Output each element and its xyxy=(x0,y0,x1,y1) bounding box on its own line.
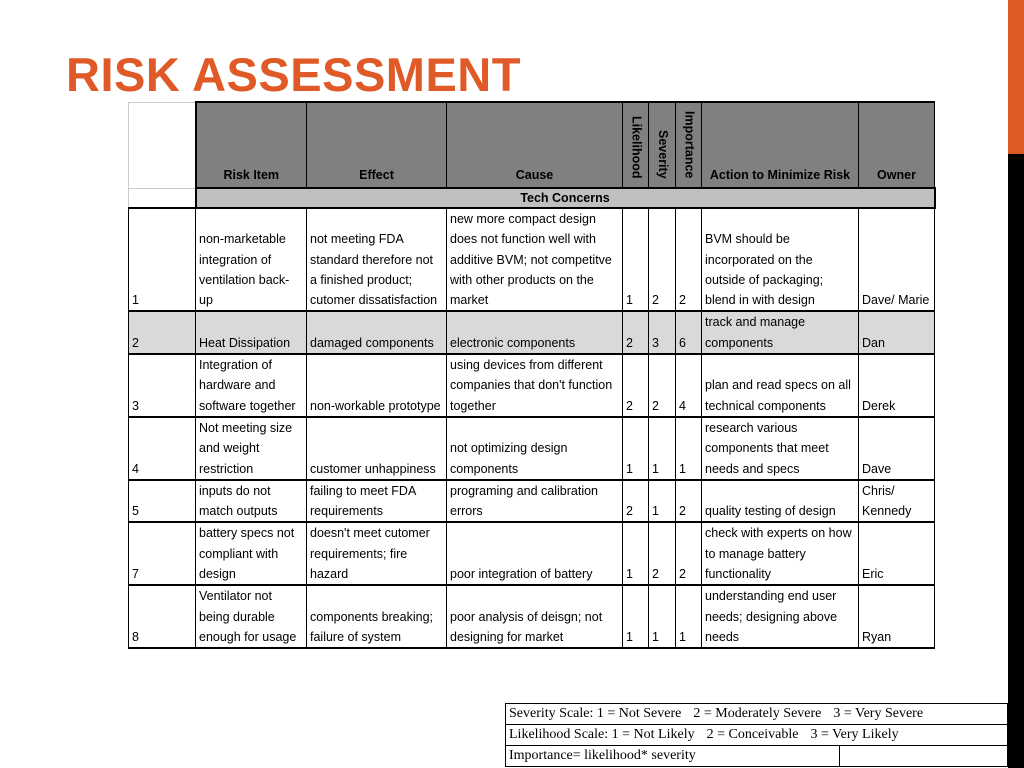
action-cell: track and manage components xyxy=(702,311,859,354)
cause-cell: using devices from different companies that don't function together xyxy=(447,354,623,417)
risk-table xyxy=(128,101,936,649)
legend-edge-cell xyxy=(1008,704,1024,725)
accent-bar-black xyxy=(1008,154,1024,768)
likelihood-scale-2: 2 = Conceivable xyxy=(706,727,799,742)
scale-legend-table xyxy=(505,703,1024,767)
owner-cell: Ryan xyxy=(859,585,935,648)
effect-cell: components breaking; failure of system xyxy=(307,585,447,648)
effect-cell: failing to meet FDA requirements xyxy=(307,480,447,523)
action-cell: plan and read specs on all technical components xyxy=(702,354,859,417)
cause-cell: poor analysis of deisgn; not designing for market xyxy=(447,585,623,648)
severity-scale-row xyxy=(506,704,1024,725)
row-id: 8 xyxy=(129,585,196,648)
severity-cell: 2 xyxy=(649,522,676,585)
severity-cell: 1 xyxy=(649,417,676,480)
effect-cell: doesn't meet cutomer requirements; fire hazard xyxy=(307,522,447,585)
table-row xyxy=(129,480,935,523)
importance-scale: Importance= likelihood* severity xyxy=(506,746,840,767)
likelihood-scale-row xyxy=(506,725,1024,746)
risk-item-cell: Not meeting size and weight restriction xyxy=(196,417,307,480)
cause-cell: poor integration of battery xyxy=(447,522,623,585)
header-importance xyxy=(676,102,702,188)
legend-edge-cell xyxy=(1008,725,1024,746)
cause-cell: new more compact design does not function well with additive BVM; not competitve with other products on the market xyxy=(447,208,623,311)
effect-cell: not meeting FDA standard therefore not a finished product; cutomer dissatisfaction xyxy=(307,208,447,311)
header-severity-label: Severity xyxy=(655,130,670,179)
table-row xyxy=(129,522,935,585)
effect-cell: non-workable prototype xyxy=(307,354,447,417)
header-likelihood xyxy=(623,102,649,188)
header-risk-item: Risk Item xyxy=(196,102,307,188)
importance-cell: 1 xyxy=(676,585,702,648)
header-blank-cell xyxy=(129,102,196,188)
owner-cell: Dan xyxy=(859,311,935,354)
severity-scale-1: Severity Scale: 1 = Not Severe xyxy=(509,706,682,721)
header-likelihood-label: Likelihood xyxy=(629,116,644,179)
effect-cell: damaged components xyxy=(307,311,447,354)
header-cause: Cause xyxy=(447,102,623,188)
legend-edge-cell xyxy=(1008,746,1024,767)
likelihood-cell: 2 xyxy=(623,354,649,417)
likelihood-scale-1: Likelihood Scale: 1 = Not Likely xyxy=(509,727,695,742)
severity-cell: 1 xyxy=(649,585,676,648)
legend-empty-cell xyxy=(840,746,1008,767)
header-row xyxy=(129,102,935,188)
row-id: 7 xyxy=(129,522,196,585)
row-id: 4 xyxy=(129,417,196,480)
section-blank-cell xyxy=(129,188,196,208)
severity-cell: 3 xyxy=(649,311,676,354)
owner-cell: Dave/ Marie xyxy=(859,208,935,311)
risk-item-cell: Ventilator not being durable enough for usage xyxy=(196,585,307,648)
action-cell: check with experts on how to manage battery functionality xyxy=(702,522,859,585)
risk-item-cell: Integration of hardware and software together xyxy=(196,354,307,417)
effect-cell: customer unhappiness xyxy=(307,417,447,480)
severity-scale-3: 3 = Very Severe xyxy=(833,706,924,721)
section-row xyxy=(129,188,935,208)
table-row xyxy=(129,585,935,648)
header-severity xyxy=(649,102,676,188)
risk-item-cell: inputs do not match outputs xyxy=(196,480,307,523)
owner-cell: Eric xyxy=(859,522,935,585)
risk-item-cell: battery specs not compliant with design xyxy=(196,522,307,585)
likelihood-scale-3: 3 = Very Likely xyxy=(810,727,899,742)
row-id: 1 xyxy=(129,208,196,311)
likelihood-cell: 2 xyxy=(623,480,649,523)
section-title: Tech Concerns xyxy=(196,188,935,208)
header-action: Action to Minimize Risk xyxy=(702,102,859,188)
importance-cell: 2 xyxy=(676,208,702,311)
severity-scale xyxy=(506,704,1008,725)
importance-scale-row xyxy=(506,746,1024,767)
likelihood-cell: 1 xyxy=(623,522,649,585)
action-cell: understanding end user needs; designing above needs xyxy=(702,585,859,648)
table-row xyxy=(129,311,935,354)
cause-cell: programing and calibration errors xyxy=(447,480,623,523)
action-cell: quality testing of design xyxy=(702,480,859,523)
risk-item-cell: non-marketable integration of ventilation back-up xyxy=(196,208,307,311)
row-id: 3 xyxy=(129,354,196,417)
owner-cell: Dave xyxy=(859,417,935,480)
action-cell: research various components that meet needs and specs xyxy=(702,417,859,480)
importance-cell: 6 xyxy=(676,311,702,354)
severity-cell: 2 xyxy=(649,354,676,417)
table-row xyxy=(129,354,935,417)
header-owner: Owner xyxy=(859,102,935,188)
importance-cell: 4 xyxy=(676,354,702,417)
table-row xyxy=(129,208,935,311)
severity-cell: 2 xyxy=(649,208,676,311)
importance-cell: 2 xyxy=(676,480,702,523)
importance-cell: 1 xyxy=(676,417,702,480)
table-row xyxy=(129,417,935,480)
severity-cell: 1 xyxy=(649,480,676,523)
header-effect: Effect xyxy=(307,102,447,188)
likelihood-scale xyxy=(506,725,1008,746)
importance-cell: 2 xyxy=(676,522,702,585)
row-id: 2 xyxy=(129,311,196,354)
risk-item-cell: Heat Dissipation xyxy=(196,311,307,354)
cause-cell: not optimizing design components xyxy=(447,417,623,480)
row-id: 5 xyxy=(129,480,196,523)
action-cell: BVM should be incorporated on the outside of packaging; blend in with design xyxy=(702,208,859,311)
page-title: RISK ASSESSMENT xyxy=(66,48,521,101)
likelihood-cell: 1 xyxy=(623,417,649,480)
owner-cell: Derek xyxy=(859,354,935,417)
likelihood-cell: 1 xyxy=(623,208,649,311)
header-importance-label: Importance xyxy=(682,111,697,179)
severity-scale-2: 2 = Moderately Severe xyxy=(693,706,822,721)
cause-cell: electronic components xyxy=(447,311,623,354)
owner-cell: Chris/ Kennedy xyxy=(859,480,935,523)
accent-bar-orange xyxy=(1008,0,1024,154)
likelihood-cell: 2 xyxy=(623,311,649,354)
likelihood-cell: 1 xyxy=(623,585,649,648)
